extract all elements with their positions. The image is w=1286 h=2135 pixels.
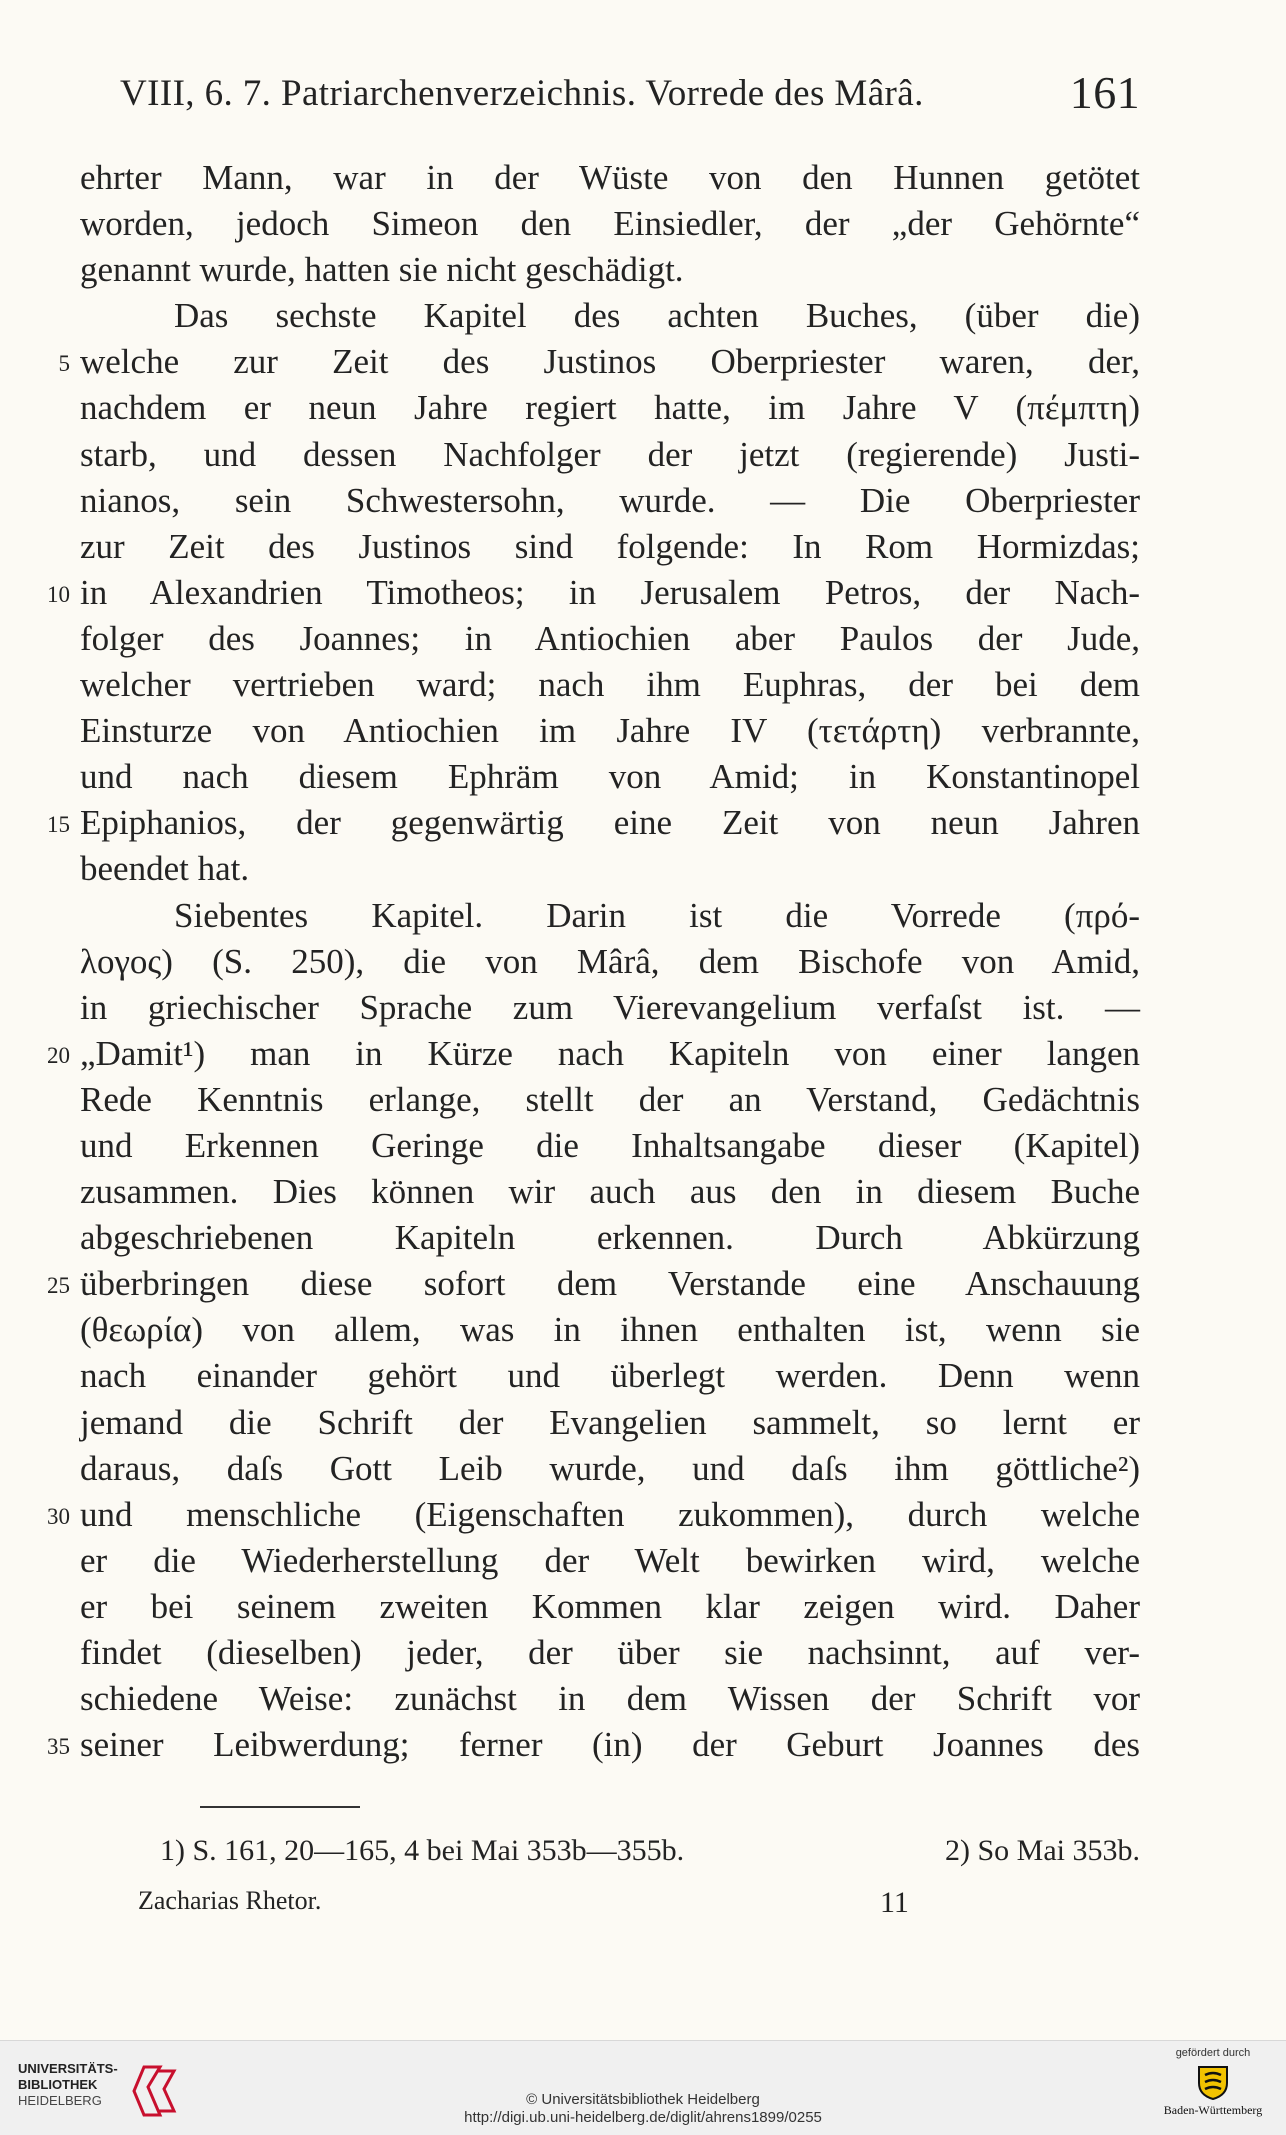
running-title: VIII, 6. 7. Patriarchenverzeichnis. Vorrede des Mârâ. bbox=[120, 73, 924, 114]
footnote-1: 1) S. 161, 20—165, 4 bei Mai 353b—355b. bbox=[160, 1834, 685, 1867]
line-number: 35 bbox=[47, 1734, 70, 1760]
text-line bbox=[47, 1261, 1140, 1307]
line-number: 25 bbox=[47, 1273, 70, 1299]
library-name-line3: HEIDELBERG bbox=[18, 2093, 102, 2108]
line-text: und Erkennen Geringe die Inhaltsangabe dieser (Kapitel) bbox=[80, 1125, 1140, 1165]
line-text: in Alexandrien Timotheos; in Jerusalem Petros, der Nach- bbox=[80, 572, 1140, 612]
text-line bbox=[58, 339, 1140, 385]
text-line bbox=[80, 708, 1140, 754]
sponsor-name: Baden-Württemberg bbox=[1163, 2103, 1263, 2117]
line-text: nachdem er neun Jahre regiert hatte, im Jahre V (πέμπτη) bbox=[80, 388, 1140, 428]
text-line bbox=[80, 293, 1140, 339]
line-text: „Damit¹) man in Kürze nach Kapiteln von einer langen bbox=[80, 1033, 1140, 1073]
line-text: abgeschriebenen Kapiteln erkennen. Durch Abkürzung bbox=[80, 1218, 1140, 1258]
permalink-url[interactable]: http://digi.ub.uni-heidelberg.de/diglit/ahrens1899/0255 bbox=[464, 2109, 822, 2126]
line-text: nach einander gehört und überlegt werden. Denn wenn bbox=[80, 1356, 1140, 1396]
line-text: und menschliche (Eigenschaften zukommen), durch welche bbox=[80, 1494, 1140, 1534]
text-line bbox=[80, 939, 1140, 985]
text-line bbox=[80, 1123, 1140, 1169]
line-number: 5 bbox=[58, 351, 70, 377]
text-line bbox=[80, 662, 1140, 708]
line-text: seiner Leibwerdung; ferner (in) der Geburt Joannes des bbox=[80, 1725, 1140, 1765]
line-text: Epiphanios, der gegenwärtig eine Zeit von neun Jahren bbox=[80, 803, 1140, 843]
line-text: daraus, daſs Gott Leib wurde, und daſs ihm göttliche²) bbox=[80, 1448, 1140, 1488]
line-text: und nach diesem Ephräm von Amid; in Konstantinopel bbox=[80, 757, 1140, 797]
line-text: nianos, sein Schwestersohn, wurde. — Die Oberpriester bbox=[80, 480, 1140, 520]
text-line bbox=[80, 1400, 1140, 1446]
text-line bbox=[80, 985, 1140, 1031]
text-line bbox=[80, 1077, 1140, 1123]
footnote-rule bbox=[200, 1806, 360, 1808]
text-line bbox=[80, 155, 1140, 201]
text-line bbox=[47, 1031, 1140, 1077]
text-line bbox=[80, 1538, 1140, 1584]
line-text: λογος) (S. 250), die von Mârâ, dem Bischofe von Amid, bbox=[80, 941, 1140, 981]
line-text: zusammen. Dies können wir auch aus den in diesem Buche bbox=[80, 1172, 1140, 1212]
signature-book-title: Zacharias Rhetor. bbox=[138, 1886, 322, 1915]
line-text: Einsturze von Antiochien im Jahre IV (τετάρτη) verbrannte, bbox=[80, 711, 1140, 751]
text-line bbox=[80, 616, 1140, 662]
text-line bbox=[80, 1630, 1140, 1676]
library-name-line1: UNIVERSITÄTS- bbox=[18, 2061, 118, 2076]
line-text: Rede Kenntnis erlange, stellt der an Verstand, Gedächtnis bbox=[80, 1079, 1140, 1119]
line-text: starb, und dessen Nachfolger der jetzt (regierende) Justi- bbox=[80, 434, 1140, 474]
line-text: welche zur Zeit des Justinos Oberpriester waren, der, bbox=[80, 342, 1140, 382]
line-text: ehrter Mann, war in der Wüste von den Hunnen getötet bbox=[80, 158, 1140, 197]
text-line bbox=[47, 800, 1140, 846]
line-number: 15 bbox=[47, 812, 70, 838]
line-text: Das sechste Kapitel des achten Buches, (über die) bbox=[174, 296, 1140, 336]
text-line bbox=[80, 1584, 1140, 1630]
line-text: genannt wurde, hatten sie nicht geschädigt. bbox=[80, 250, 684, 290]
line-text: jemand die Schrift der Evangelien sammelt, so lernt er bbox=[80, 1402, 1140, 1442]
printer-signature bbox=[138, 1886, 918, 1926]
text-line bbox=[80, 1307, 1140, 1353]
text-line bbox=[80, 846, 1140, 892]
text-line bbox=[80, 1215, 1140, 1261]
page-number: 161 bbox=[1069, 67, 1140, 118]
line-text: (θεωρία) von allem, was in ihnen enthalten ist, wenn sie bbox=[80, 1310, 1140, 1350]
copyright-text: © Universitätsbibliothek Heidelberg bbox=[526, 2091, 760, 2108]
viewer-footer bbox=[0, 2040, 1286, 2135]
line-text: Siebentes Kapitel. Darin ist die Vorrede (πρό- bbox=[174, 895, 1140, 935]
page-header bbox=[120, 66, 1140, 126]
sponsor-label: gefördert durch bbox=[1175, 2047, 1251, 2059]
text-line bbox=[80, 1353, 1140, 1399]
text-line bbox=[80, 754, 1140, 800]
line-number: 30 bbox=[47, 1503, 70, 1529]
line-text: in griechischer Sprache zum Vierevangelium verfaſst ist. — bbox=[80, 987, 1140, 1027]
text-line bbox=[80, 478, 1140, 524]
text-line bbox=[47, 1722, 1140, 1768]
copyright-notice bbox=[0, 2091, 1286, 2127]
text-line bbox=[80, 247, 1140, 293]
library-name-line2: BIBLIOTHEK bbox=[18, 2077, 98, 2092]
text-line bbox=[47, 570, 1140, 616]
footnote-2: 2) So Mai 353b. bbox=[945, 1834, 1140, 1867]
line-text: er bei seinem zweiten Kommen klar zeigen wird. Daher bbox=[80, 1586, 1140, 1626]
sponsor-block bbox=[1158, 2047, 1268, 2118]
text-line bbox=[80, 524, 1140, 570]
text-line bbox=[80, 201, 1140, 247]
text-line bbox=[80, 1446, 1140, 1492]
line-text: er die Wiederherstellung der Welt bewirken wird, welche bbox=[80, 1540, 1140, 1580]
state-coat-of-arms-icon bbox=[1193, 2063, 1233, 2101]
line-text: welcher vertrieben ward; nach ihm Euphras, der bei dem bbox=[80, 665, 1140, 705]
line-text: überbringen diese sofort dem Verstande eine Anschauung bbox=[80, 1264, 1140, 1304]
text-line bbox=[80, 893, 1140, 939]
line-text: worden, jedoch Simeon den Einsiedler, der „der Gehörnte“ bbox=[80, 204, 1140, 244]
text-line bbox=[80, 432, 1140, 478]
line-text: folger des Joannes; in Antiochien aber Paulos der Jude, bbox=[80, 618, 1140, 658]
line-text: zur Zeit des Justinos sind folgende: In Rom Hormizdas; bbox=[80, 526, 1140, 566]
text-line bbox=[47, 1492, 1140, 1538]
line-number: 10 bbox=[47, 581, 70, 607]
signature-sheet-number: 11 bbox=[880, 1886, 909, 1919]
body-text bbox=[47, 155, 1140, 1768]
text-line bbox=[80, 385, 1140, 431]
line-text: findet (dieselben) jeder, der über sie nachsinnt, auf ver- bbox=[80, 1633, 1140, 1672]
line-text: beendet hat. bbox=[80, 849, 250, 889]
text-line bbox=[80, 1169, 1140, 1215]
line-text: schiedene Weise: zunächst in dem Wissen der Schrift vor bbox=[80, 1679, 1140, 1719]
line-number: 20 bbox=[47, 1042, 70, 1068]
text-line bbox=[80, 1676, 1140, 1722]
